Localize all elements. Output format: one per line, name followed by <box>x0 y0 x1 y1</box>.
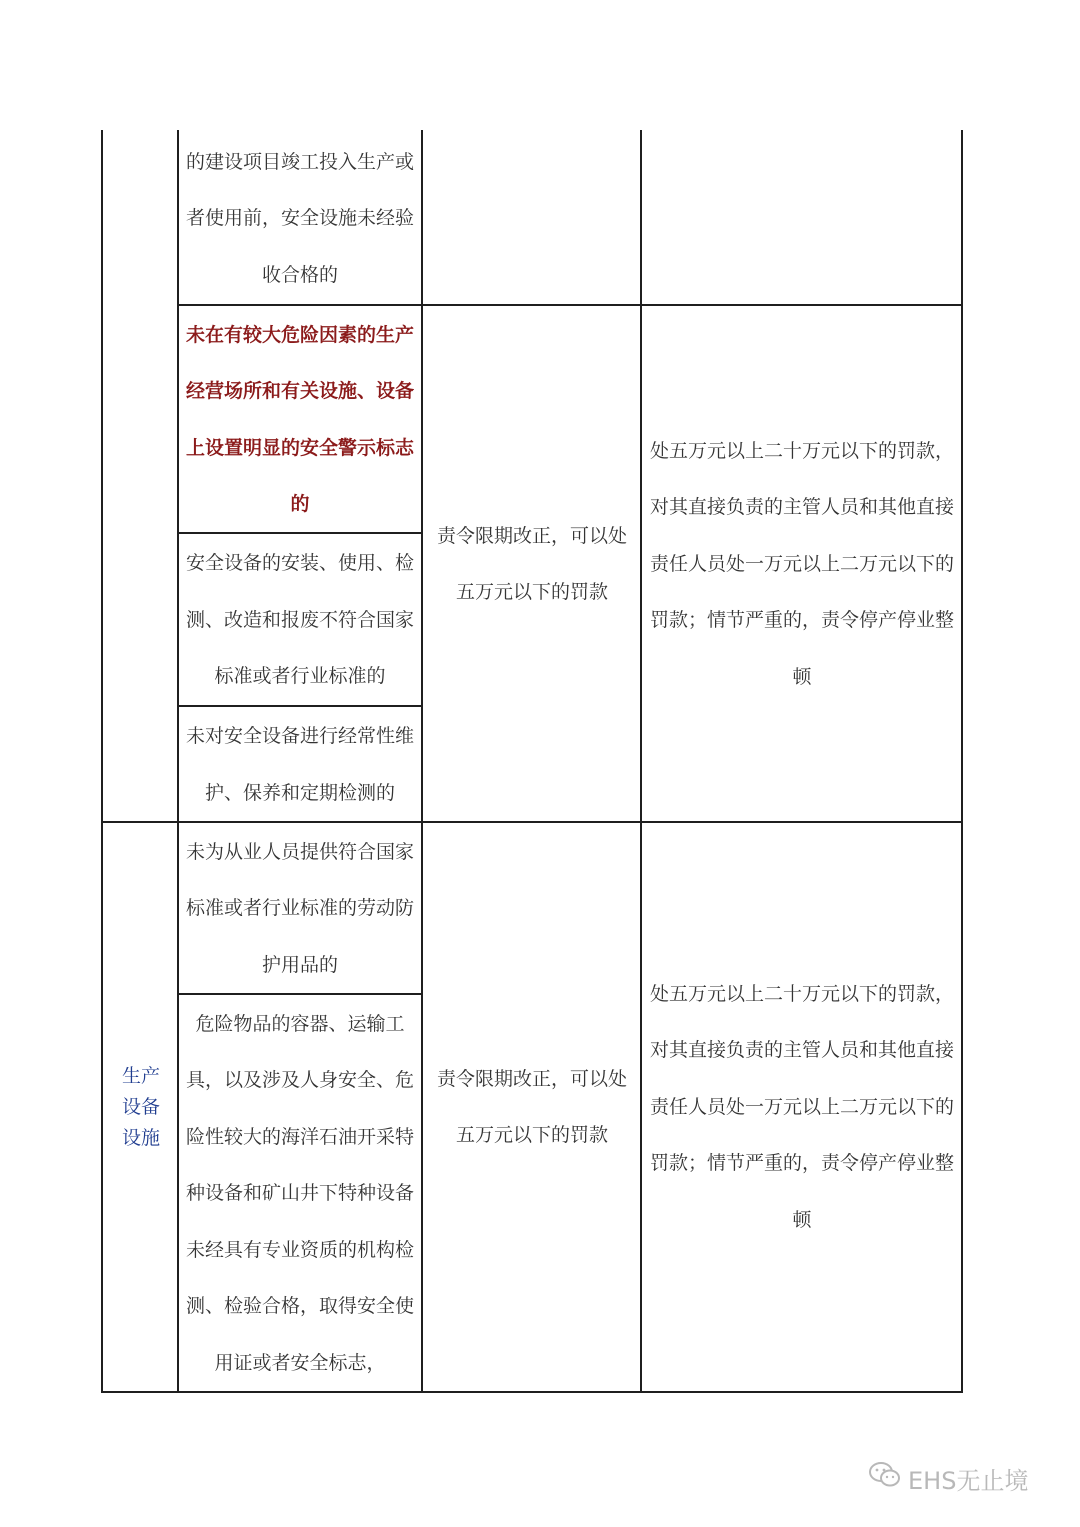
table-border-bottom <box>101 1391 963 1393</box>
condition-cell: 未对安全设备进行经常性维护、保养和定期检测的 <box>185 725 414 804</box>
watermark <box>868 1458 1068 1498</box>
condition-cell: 安全设备的安装、使用、检测、改造和报废不符合国家标准或者行业标准的 <box>185 552 414 688</box>
condition-cell: 未为从业人员提供符合国家标准或者行业标准的劳动防护用品的 <box>185 840 414 976</box>
row-divider <box>177 705 423 707</box>
row-divider <box>177 993 423 995</box>
order-cell: 责令限期改正，可以处五万元以下的罚款 <box>436 524 627 603</box>
condition-cell-highlight: 未在有较大危险因素的生产经营场所和有关设施、设备上设置明显的安全警示标志的 <box>185 323 414 515</box>
penalty-cell: 处五万元以上二十万元以下的罚款，对其直接负责的主管人员和其他直接责任人员处一万元以上二万元以下的罚款；情节严重的，责令停产停业整顿 <box>649 982 954 1231</box>
table-border-col1 <box>177 130 179 1393</box>
penalty-cell: 处五万元以上二十万元以下的罚款，对其直接负责的主管人员和其他直接责任人员处一万元以上二万元以下的罚款；情节严重的，责令停产停业整顿 <box>649 439 954 688</box>
table-border-right <box>961 130 963 1393</box>
watermark-text: EHS无止境 <box>908 1466 1029 1495</box>
table-border-col3 <box>640 130 642 1393</box>
condition-cell: 危险物品的容器、运输工具，以及涉及人身安全、危险性较大的海洋石油开采特种设备和矿山井下特种设备未经具有专业资质的机构检测、检验合格，取得安全使用证或者安全标志， <box>185 1012 414 1374</box>
table-border-col2 <box>421 130 423 1393</box>
category-cell: 生产设备设施 <box>121 1064 160 1149</box>
condition-cell: 的建设项目竣工投入生产或者使用前，安全设施未经验收合格的 <box>185 150 414 286</box>
order-cell: 责令限期改正，可以处五万元以下的罚款 <box>436 1067 627 1146</box>
table-border-left <box>101 130 103 1393</box>
wechat-icon <box>868 1461 902 1495</box>
